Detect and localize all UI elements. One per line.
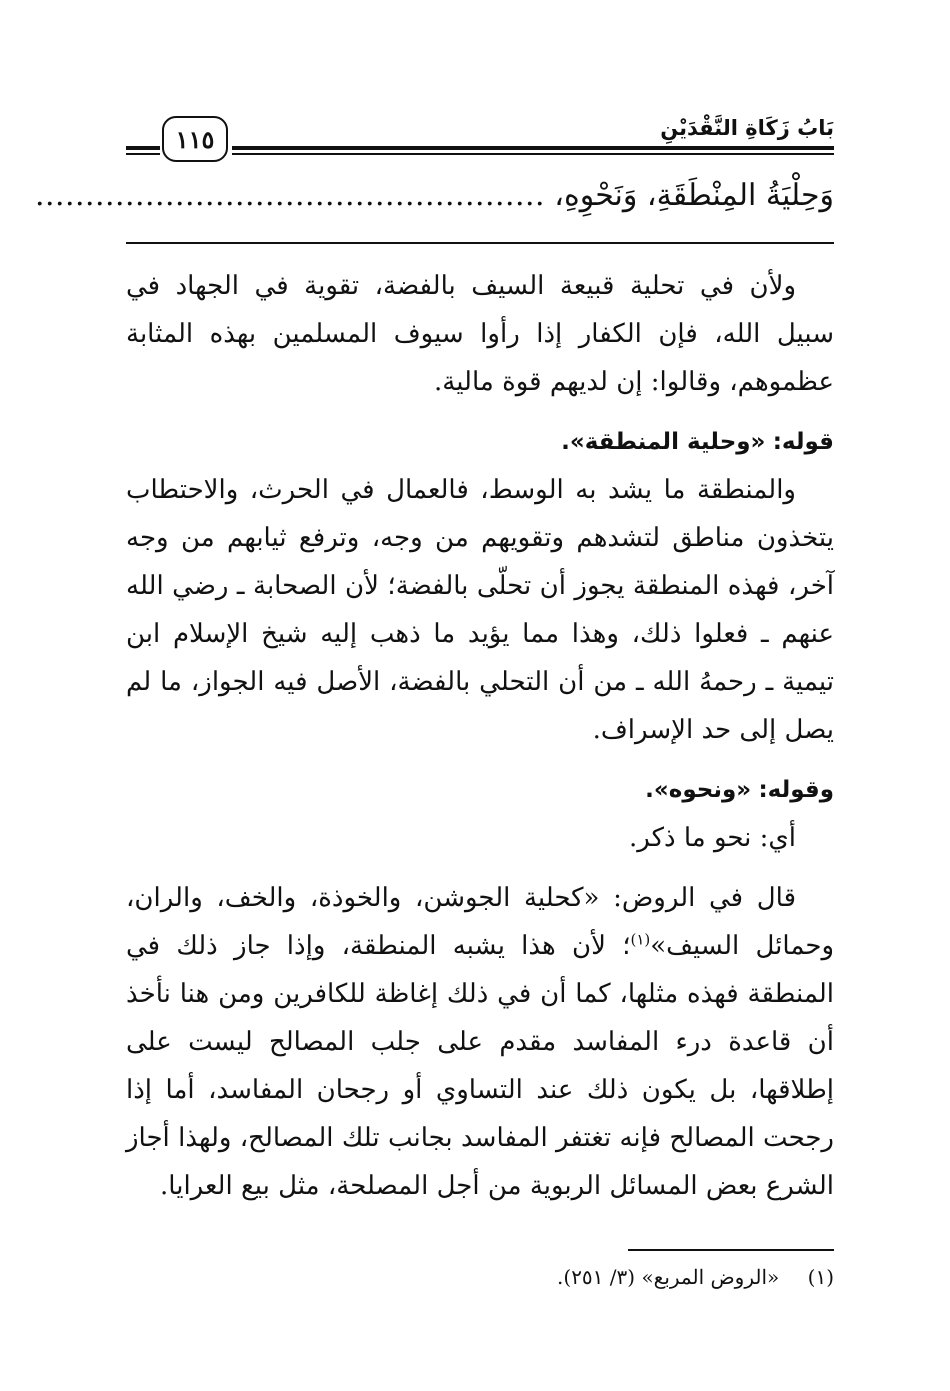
page-number: ١١٥ [162, 116, 228, 162]
quote-heading-1 [126, 418, 834, 466]
footnote [126, 1260, 834, 1294]
paragraph-4-part-2: ؛ لأن هذا يشبه المنطقة، وإذا جاز ذلك في المنطقة فهذه مثلها، كما أن في ذلك إغاظة للكافرين ومن هنا نأخذ أن قاعدة درء المفاسد مقدم على جلب المصالح ليست على إطلاقها، بل يكون ذلك عند التساوي أو رجحان المفاسد، أما إذا رجحت المصالح فإنه تغتفر المفاسد بجانب تلك المصالح، ولهذا أجاز الشرع بعض المسائل الربوية من أجل المصلحة، مثل بيع العرايا. [126, 931, 834, 1201]
quote-label-2: وقوله: [758, 777, 834, 803]
footnote-number: (١) [807, 1265, 834, 1289]
commentary-body [126, 262, 834, 1210]
paragraph-4 [126, 874, 834, 1210]
matn-separator [126, 242, 834, 244]
header-rule-left-thin [126, 153, 160, 155]
header-rule-thin [232, 153, 834, 155]
footnote-separator [628, 1249, 834, 1251]
quote-label-1: قوله: [772, 429, 834, 455]
quote-heading-2 [126, 766, 834, 814]
paragraph-2: والمنطقة ما يشد به الوسط، فالعمال في الحرث، والاحتطاب يتخذون مناطق لتشدهم وتقويهم من وجه، وترفع ثيابهم من وجه آخر، فهذه المنطقة يجوز أن تحلّى بالفضة؛ لأن الصحابة ـ رضي الله عنهم ـ فعلوا ذلك، وهذا مما يؤيد ما ذهب إليه شيخ الإسلام ابن تيمية ـ رحمهُ الله ـ من أن التحلي بالفضة، الأصل فيه الجواز، ما لم يصل إلى حد الإسراف. [126, 475, 834, 745]
chapter-title: بَابُ زَكَاةِ النَّقْدَيْنِ [660, 116, 834, 140]
quote-text-2: «ونحوه». [645, 777, 752, 803]
quote-text-1: «وحلية المنطقة». [561, 429, 766, 455]
matn-text: وَحِلْيَةُ المِنْطَقَةِ، وَنَحْوِهِ، [554, 178, 834, 213]
footnote-marker[interactable]: (١) [630, 930, 651, 949]
footnote-text: «الروض المربع» (٣/ ٢٥١). [557, 1265, 780, 1289]
paragraph-3: أي: نحو ما ذكر. [629, 823, 796, 853]
paragraph-4-part-1: قال في الروض: «كحلية الجوشن، والخوذة، والخف، والران، وحمائل السيف» [126, 883, 834, 961]
header-rule-thick [232, 146, 834, 150]
matn-dots: …………………………………………… [34, 178, 545, 213]
header-rule-left-thick [126, 146, 160, 150]
matn-line [34, 178, 834, 226]
page-header [126, 112, 834, 168]
paragraph-1: ولأن في تحلية قبيعة السيف بالفضة، تقوية في الجهاد في سبيل الله، فإن الكفار إذا رأوا سيوف المسلمين بهذه المثابة عظموهم، وقالوا: إن لديهم قوة مالية. [126, 271, 834, 397]
